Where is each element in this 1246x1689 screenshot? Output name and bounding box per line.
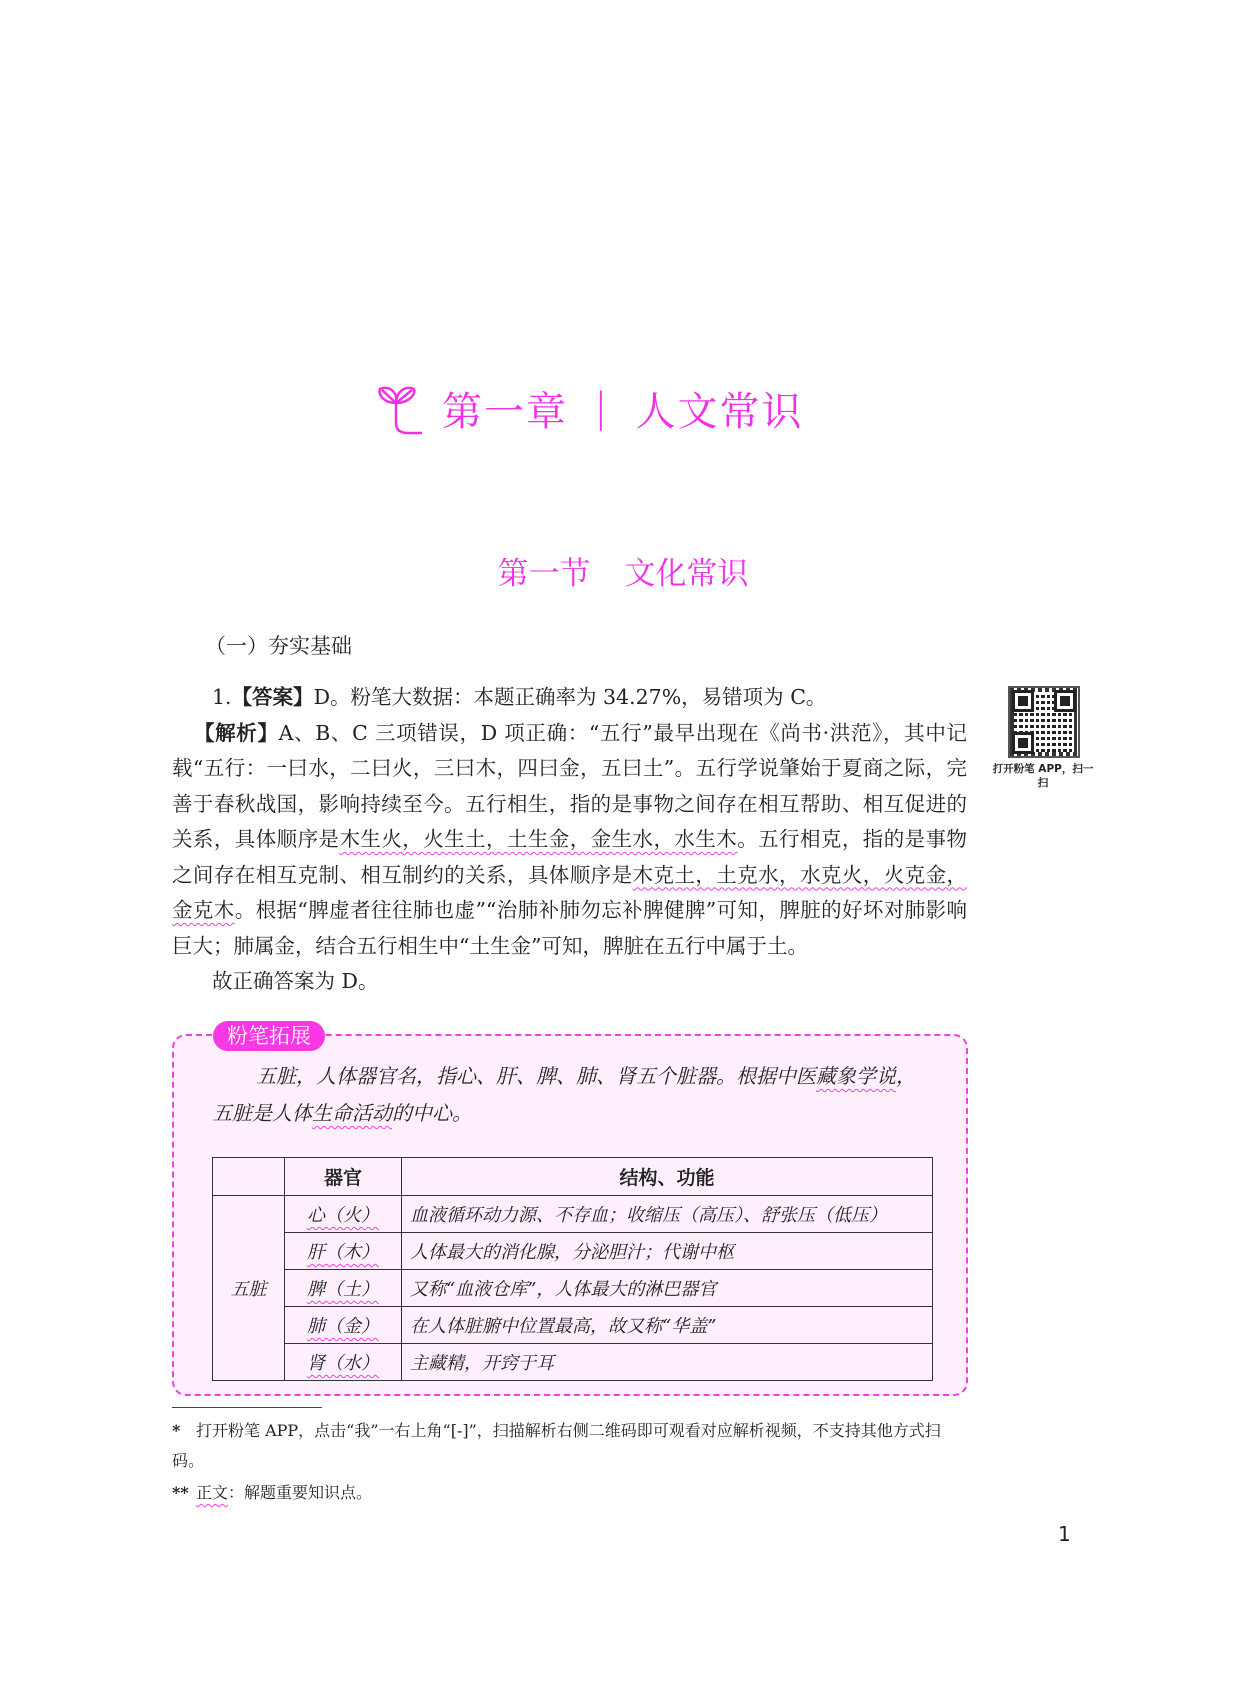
answer-tag: 【答案】 [231,685,314,709]
question-number: 1. [212,685,232,709]
function-cell: 主藏精，开窍于耳 [402,1344,933,1381]
organ-cell [285,1270,402,1307]
conclusion: 故正确答案为 D。 [212,969,379,993]
subheading: （一）夯实基础 [205,634,352,658]
function-cell: 血液循环动力源、不存血；收缩压（高压）、舒张压（低压） [402,1196,933,1233]
key-point: 木克土，土克水，水克火，火克金，金克木 [172,862,968,922]
analysis-text: 。五行相克，指的是事物之间存在相互克制、相互制约的关系，具体顺序是 [172,827,968,887]
footnote-text: 打开粉笔 APP，点击“我”一右上角“[-]”，扫描解析右侧二维码即可观看对应解析视频，不支持其他方式扫码。 [172,1421,941,1470]
organ-name: 肾（水） [307,1353,379,1374]
key-point: 木生火，火生土，土生金，金生水，水生木 [339,827,738,851]
footnote-mark: ** [172,1483,189,1502]
footnote [172,1478,972,1508]
section-heading [0,548,1246,593]
analysis-tag: 【解析】 [194,720,279,745]
extension-text-part: 的中心。 [392,1101,472,1125]
extension-text [212,1058,932,1132]
page-number: 1 [1058,1522,1071,1546]
function-cell: 又称“血液仓库”，人体最大的淋巴器官 [402,1270,933,1307]
column-header [213,1158,285,1196]
analysis-text: A、B、C 三项错误，D 项正确：“五行”最早出现在《尚书·洪范》，其中记载“五行：一曰水，二曰火，三曰木，四曰金，五曰土”。五行学说肇始于夏商之际，完善于春秋战国，影响持续至今。五行相生，指的是事物之间存在相互帮助、相互促进的关系，具体顺序是 [172,720,968,851]
chapter-separator: | [594,385,610,431]
table-row [213,1344,933,1381]
footnote [172,1416,972,1476]
footnote-label: 正文 [196,1483,229,1502]
answer-line [172,680,967,716]
table-row [213,1307,933,1344]
chapter-title: 人文常识 [635,388,804,435]
answer-text: D。粉笔大数据：本题正确率为 34.27%，易错项为 C。 [313,685,827,709]
organ-cell [285,1307,402,1344]
column-header: 器官 [285,1158,402,1196]
organ-cell [285,1196,402,1233]
group-cell: 五脏 [213,1196,285,1381]
question-body [172,680,967,1000]
extension-text-part: 五脏，人体器官名，指心、肝、脾、肺、肾五个脏器。根据中医 [256,1064,816,1088]
footnote-divider [172,1407,322,1408]
table-row [213,1233,933,1270]
qr-caption: 打开粉笔 APP，扫一扫 [992,763,1094,789]
organ-name: 脾（土） [307,1279,379,1300]
organ-name: 肺（金） [307,1316,379,1337]
extension-text-part: ，五脏是人体 [212,1064,916,1125]
function-cell: 在人体脏腑中位置最高，故又称“华盖” [402,1307,933,1344]
analysis-paragraph [172,716,967,965]
chapter-number: 第一章 [442,388,568,435]
organ-name: 心（火） [307,1205,379,1226]
footnote-text: ：解题重要知识点。 [228,1483,373,1502]
organ-name: 肝（木） [307,1242,379,1263]
table-row [213,1270,933,1307]
footnote-mark: * [172,1421,181,1440]
function-cell: 人体最大的消化腺，分泌胆汁；代谢中枢 [402,1233,933,1270]
key-point: 生命活动 [312,1101,392,1125]
qr-code[interactable] [1008,686,1080,758]
table-row [213,1196,933,1233]
extension-tag: 粉笔拓展 [213,1021,325,1051]
table-header-row [213,1158,933,1196]
organ-table [212,1157,933,1381]
key-point: 藏象学说 [816,1064,896,1088]
section-title: 文化常识 [624,556,749,592]
organ-cell [285,1233,402,1270]
analysis-text: 。根据“脾虚者往往肺也虚”“治肺补肺勿忘补脾健脾”可知，脾脏的好坏对肺影响巨大；肺属金，结合五行相生中“土生金”可知，脾脏在五行中属于土。 [172,898,968,958]
section-number: 第一节 [497,556,591,592]
chapter-heading [376,368,803,448]
organ-cell [285,1344,402,1381]
sprout-icon [376,373,436,443]
column-header: 结构、功能 [402,1158,933,1196]
